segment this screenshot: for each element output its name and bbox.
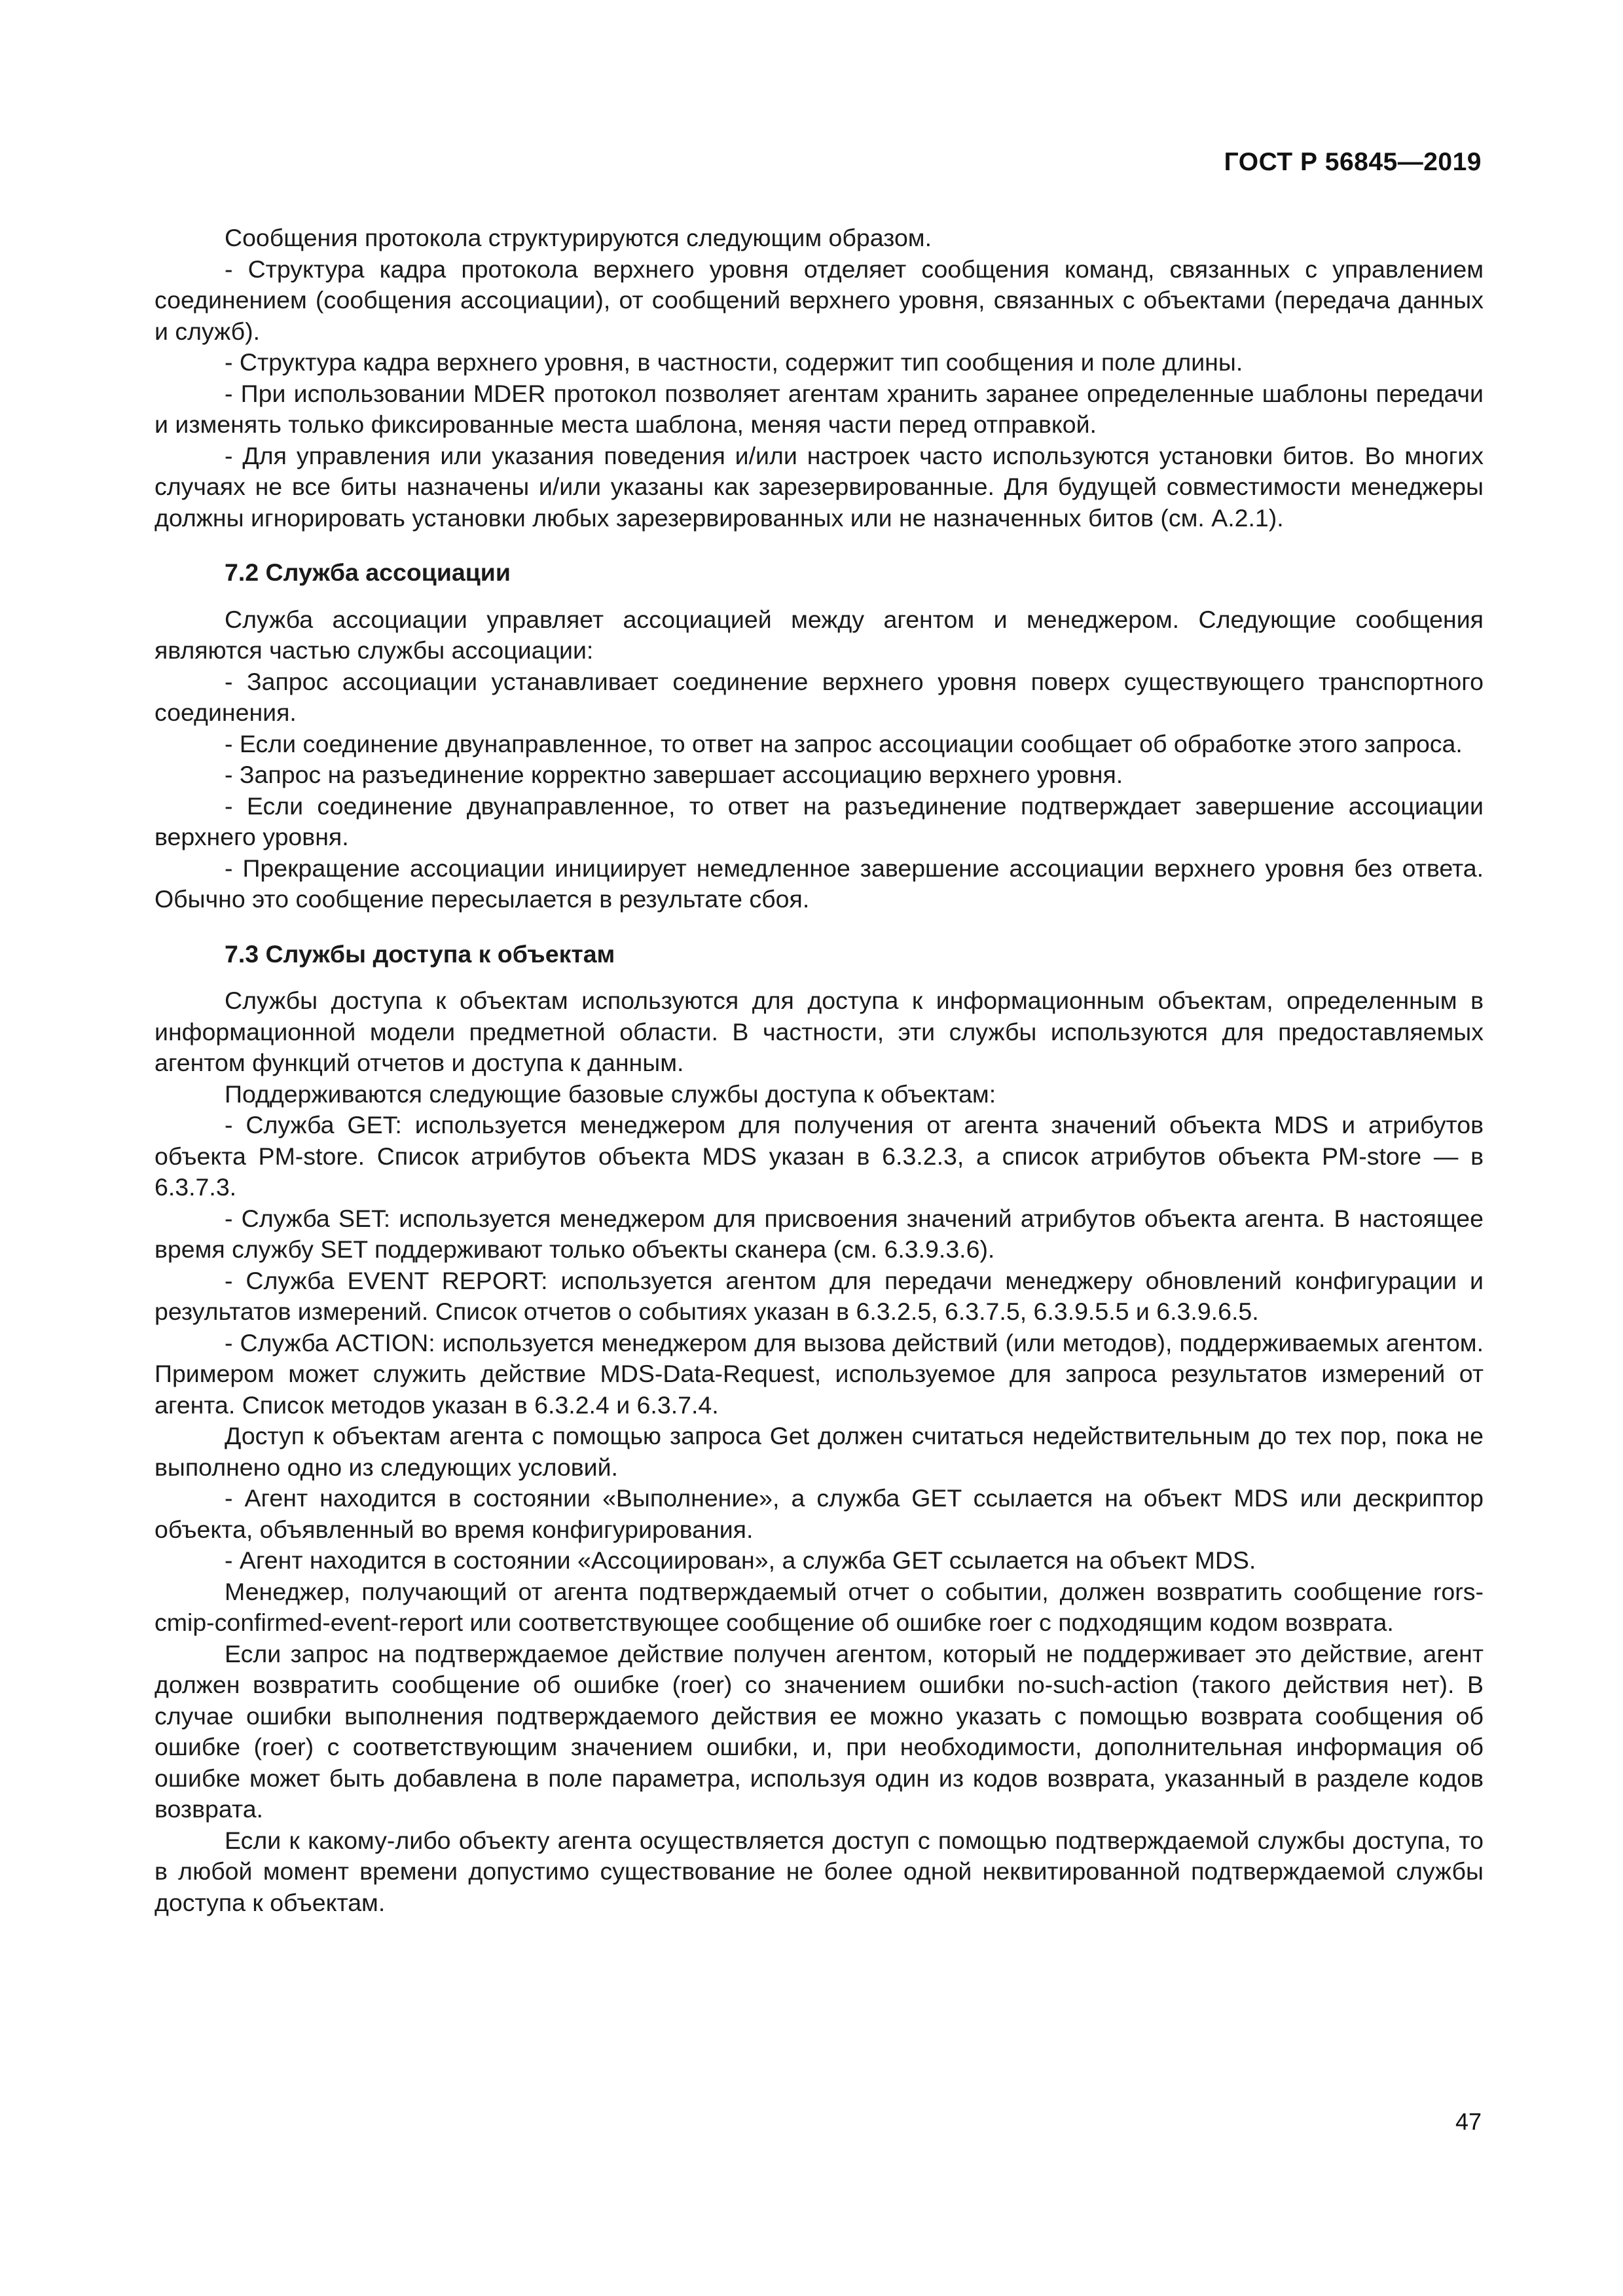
paragraph: - Агент находится в состоянии «Ассоциирован», а служба GET ссылается на объект MDS. — [225, 1546, 1256, 1574]
paragraph: - Структура кадра верхнего уровня, в частности, содержит тип сообщения и поле длины. — [225, 348, 1243, 376]
paragraph: - Служба SET: используется менеджером для присвоения значений атрибутов объекта агента. В настоящее время службу SET поддерживают только объекты сканера (см. 6.3.9.3.6). — [155, 1204, 1484, 1263]
paragraph: - Запрос ассоциации устанавливает соединение верхнего уровня поверх существующего транспортного соединения. — [155, 667, 1484, 726]
paragraph: Поддерживаются следующие базовые службы доступа к объектам: — [225, 1080, 996, 1108]
paragraph: - Структура кадра протокола верхнего уровня отделяет сообщения команд, связанных с управлением соединением (сообщения ассоциации), от сообщений верхнего уровня, связанных с объектами (передача данных и служб). — [155, 255, 1484, 345]
paragraph: Доступ к объектам агента с помощью запроса Get должен считаться недействительным до тех пор, пока не выполнено одно из следующих условий. — [155, 1422, 1484, 1481]
paragraph: - Запрос на разъединение корректно завершает ассоциацию верхнего уровня. — [225, 761, 1123, 788]
page-number: 47 — [1455, 2108, 1482, 2135]
document-code: ГОСТ Р 56845—2019 — [1224, 148, 1482, 176]
document-body — [155, 223, 1484, 1918]
section-heading-7-2: 7.2 Служба ассоциации — [225, 558, 511, 586]
paragraph: - Служба ACTION: используется менеджером для вызова действий (или методов), поддерживаемых агентом. Примером может служить действие MDS-Data-Request, используемое для запроса результатов измерений от агента. Список методов указан в 6.3.2.4 и 6.3.7.4. — [155, 1328, 1484, 1419]
paragraph: - Если соединение двунаправленное, то ответ на запрос ассоциации сообщает об обработке этого запроса. — [225, 729, 1463, 757]
paragraph: Службы доступа к объектам используются для доступа к информационным объектам, определенным в информационной модели предметной области. В частности, эти службы используются для предоставляемых агентом функций отчетов и доступа к данным. — [155, 987, 1484, 1076]
paragraph: - Агент находится в состоянии «Выполнение», а служба GET ссылается на объект MDS или дескриптор объекта, объявленный во время конфигурирования. — [155, 1484, 1484, 1543]
paragraph: Служба ассоциации управляет ассоциацией между агентом и менеджером. Следующие сообщения являются частью службы ассоциации: — [155, 605, 1484, 664]
paragraph: Сообщения протокола структурируются следующим образом. — [225, 224, 932, 251]
paragraph: - Прекращение ассоциации инициирует немедленное завершение ассоциации верхнего уровня без ответа. Обычно это сообщение пересылается в результате сбоя. — [155, 854, 1484, 913]
paragraph: Если запрос на подтверждаемое действие получен агентом, который не поддерживает это действие, агент должен возвратить сообщение об ошибке (roer) со значением ошибки no-such-action (такого действия нет). В случае ошибки выполнения подтверждаемого действия ее можно указать с помощью возврата сообщения об ошибке (roer) с соответствующим значением ошибки, и, при необходимости, дополнительная информация об ошибке может быть добавлена в поле параметра, используя один из кодов возврата, указанный в разделе кодов возврата. — [155, 1639, 1484, 1823]
paragraph: - Для управления или указания поведения и/или настроек часто используются установки битов. Во многих случаях не все биты назначены и/или указаны как зарезервированные. Для будущей совместимости менеджеры должны игнорировать установки любых зарезервированных или не назначенных битов (см. А.2.1). — [155, 441, 1484, 532]
paragraph: - Служба EVENT REPORT: используется агентом для передачи менеджеру обновлений конфигурации и результатов измерений. Список отчетов о событиях указан в 6.3.2.5, 6.3.7.5, 6.3.9.5.5 и 6.3.9.6.5. — [155, 1266, 1484, 1325]
paragraph: - Если соединение двунаправленное, то ответ на разъединение подтверждает завершение ассоциации верхнего уровня. — [155, 792, 1484, 850]
paragraph: - Служба GET: используется менеджером для получения от агента значений объекта MDS и атрибутов объекта PM-store. Список атрибутов объекта MDS указан в 6.3.2.3, а список атрибутов объекта PM-store — в 6.3.7.3. — [155, 1111, 1484, 1201]
section-heading-7-3: 7.3 Службы доступа к объектам — [225, 939, 615, 968]
paragraph: - При использовании MDER протокол позволяет агентам хранить заранее определенные шаблоны передачи и изменять только фиксированные места шаблона, меняя части перед отправкой. — [155, 379, 1484, 438]
paragraph: Менеджер, получающий от агента подтверждаемый отчет о событии, должен возвратить сообщение rors-cmip-confirmed-event-report или соответствующее сообщение об ошибке roer с подходящим кодом возврата. — [155, 1577, 1484, 1636]
paragraph: Если к какому-либо объекту агента осуществляется доступ с помощью подтверждаемой службы доступа, то в любой момент времени допустимо существование не более одной неквитированной подтверждаемой службы доступа к объектам. — [155, 1826, 1484, 1916]
